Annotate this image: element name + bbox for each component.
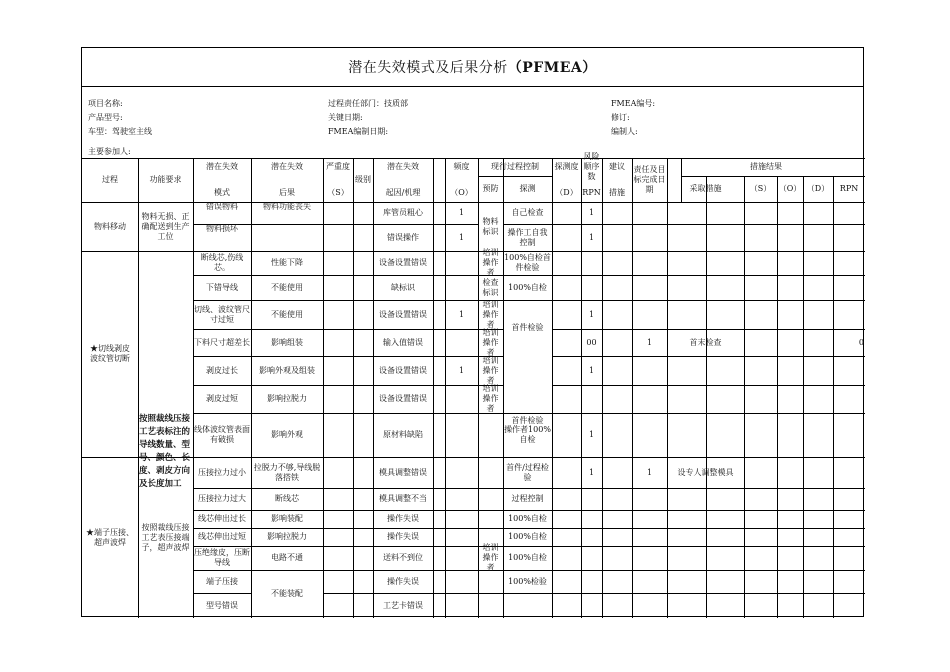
header-results: 措施结果: [750, 162, 782, 171]
prevent-control: [478, 510, 503, 528]
rpn-value: 1: [588, 232, 595, 242]
info-dept: 过程责任部门：技质部: [328, 99, 408, 108]
failure-effect: [251, 224, 323, 251]
action-taken: [667, 300, 744, 329]
responsibility: [632, 300, 667, 329]
header-cause: 潜在失效: [387, 162, 419, 171]
failure-cause: 设备设置错误: [379, 365, 427, 375]
failure-effect: 影响外观及组装: [259, 365, 315, 375]
action-taken: [667, 385, 744, 413]
title-text: 潜在失效模式及后果分析: [348, 60, 508, 76]
header-effect: 潜在失效: [271, 162, 303, 171]
detect-control: 自己检查: [511, 208, 544, 217]
action-taken: [667, 275, 744, 300]
process-cell: ★端子压接、超声波焊: [86, 527, 134, 547]
detect-control: [503, 593, 552, 618]
failure-cause: 工艺卡错误: [383, 600, 423, 610]
failure-effect: 不能使用: [271, 309, 303, 319]
grid-line: [552, 202, 553, 618]
page-title: [82, 48, 863, 87]
failure-cause: 操作失误: [387, 576, 419, 586]
grid-line: [803, 202, 804, 618]
rpn-value: [581, 488, 602, 510]
header-effect-sub: 后果: [279, 188, 295, 197]
header-detect: 探测: [519, 184, 536, 193]
header-action: 建议: [609, 162, 625, 171]
rpn-value: [581, 251, 602, 275]
action-taken: [667, 488, 744, 510]
info-key-date: 关键日期:: [328, 113, 363, 122]
result-rpn: 0: [858, 337, 864, 347]
failure-cause: 操作失误: [387, 532, 419, 541]
result-rpn: [833, 275, 865, 300]
failure-cause: 模具调整错误: [379, 467, 427, 477]
failure-mode: 下错导线: [206, 282, 238, 292]
occurrence: 1: [458, 309, 465, 319]
failure-mode: 断线芯,伤线芯。: [200, 253, 244, 272]
header-mode-sub: 模式: [214, 188, 230, 197]
failure-mode: 压绝缘皮，压断导线: [194, 548, 250, 567]
info-project: 项目名称:: [88, 99, 123, 108]
responsibility: [632, 570, 667, 593]
failure-effect: 拉脱力不够,导线脱落搭铁: [253, 462, 321, 482]
pfmea-sheet: [81, 47, 864, 617]
grid-line: [433, 202, 434, 618]
prevent-control: 培训操作者: [482, 355, 499, 385]
occurrence: 1: [458, 365, 465, 375]
grid-line: [353, 202, 354, 618]
action-taken: [667, 413, 744, 457]
responsibility: [632, 546, 667, 570]
rpn-value: [581, 570, 602, 593]
detect-control: 100%自检: [508, 553, 547, 562]
header-action-sub: 措施: [609, 188, 625, 197]
failure-cause: 错误操作: [387, 232, 419, 242]
title-code: （PFMEA）: [507, 60, 597, 76]
grid-line: [433, 158, 434, 202]
rpn-value: 1: [588, 365, 595, 375]
header-detection: 探测度: [554, 162, 579, 171]
grid-line: [744, 202, 745, 618]
occurrence: [445, 413, 478, 457]
header-cause-sub: 起因/机理: [385, 188, 421, 197]
function-cell: 按照裁线压接工艺表标注的导线数量、型号、颜色、长度、剥皮方向及长度加工: [139, 414, 191, 489]
header-resp: 责任及目标完成日期: [633, 165, 666, 194]
failure-effect: 断线芯: [275, 494, 299, 503]
prevent-control: 检查标识: [482, 277, 499, 297]
action-taken: [667, 356, 744, 385]
detect-control: 过程控制: [511, 494, 544, 503]
result-rpn: [833, 385, 865, 413]
rpn-value: [581, 546, 602, 570]
grid-line: [777, 202, 778, 618]
detect-control: 首件/过程检验: [506, 462, 549, 482]
failure-cause: 送料不到位: [383, 553, 423, 562]
prevent-control: 培训操作者: [482, 299, 499, 329]
rpn-value: 1: [588, 430, 595, 439]
result-rpn: [833, 300, 865, 329]
prevent-control: [478, 413, 503, 457]
prevent-control: 培训操作者: [482, 248, 499, 277]
failure-effect: 影响外观: [271, 430, 303, 439]
process-cell: ★切线剥皮 波纹管切断: [90, 344, 138, 363]
rpn-value: 00: [586, 337, 597, 347]
info-fmea-date: FMEA编制日期:: [328, 127, 389, 136]
header-process: 过程: [102, 175, 118, 184]
prevent-control: [478, 593, 503, 618]
header-severity-sub: （S）: [327, 188, 349, 197]
detect-control: 100%自检: [508, 282, 547, 292]
responsibility: 1: [646, 337, 653, 347]
detect-control: 100%检验: [508, 576, 547, 586]
function-cell: 按照裁线压接工艺表压接端子，超声波焊: [141, 522, 190, 552]
failure-mode: 剥皮过短: [206, 394, 238, 403]
info-fmea-no: FMEA编号:: [611, 99, 656, 108]
failure-effect: 不能装配: [271, 589, 303, 598]
prevent-cell: 物料标识: [482, 216, 499, 236]
failure-mode: 线芯伸出过短: [198, 532, 246, 541]
responsibility: [632, 385, 667, 413]
process-cell: 物料移动: [94, 221, 126, 231]
prevent-control: [478, 488, 503, 510]
detect-control: 首件检验: [511, 416, 544, 425]
failure-cause: 缺标识: [391, 282, 415, 292]
action-taken: [667, 510, 744, 528]
failure-effect: 不能使用: [271, 282, 303, 292]
action-taken: [667, 251, 744, 275]
failure-effect: 影响拉脱力: [267, 532, 307, 541]
rpn-value: [581, 275, 602, 300]
failure-cause: 设备设置错误: [379, 309, 427, 319]
info-vehicle: 车型：驾驶室主线: [88, 127, 152, 136]
occurrence: 1: [458, 232, 465, 242]
prevent-control: 培训操作者: [482, 543, 499, 572]
failure-mode: 错误物料: [206, 202, 238, 211]
failure-mode: 压接拉力过小: [198, 467, 246, 477]
prevent-control: 培训操作者: [482, 384, 499, 413]
failure-effect: 性能下降: [271, 258, 303, 267]
detect-control: 100%自检: [508, 514, 547, 523]
responsibility: [632, 488, 667, 510]
prevent-control: [478, 570, 503, 593]
failure-cause: 设备设置错误: [379, 258, 427, 267]
detect-control: 100%自检: [508, 532, 547, 541]
failure-effect: 电路不通: [271, 553, 303, 562]
responsibility: 1: [646, 467, 653, 477]
responsibility: [632, 510, 667, 528]
failure-effect: 影响拉脱力: [267, 394, 307, 403]
responsibility: [632, 251, 667, 275]
failure-mode: 线芯伸出过长: [198, 514, 246, 523]
header-rpn: 风险顺序数: [583, 152, 600, 181]
header-detection-sub: （D）: [555, 188, 578, 197]
failure-mode: 型号错误: [206, 600, 238, 610]
rpn-value: 1: [588, 309, 595, 319]
action-taken: [667, 528, 744, 546]
failure-mode: 切线、波纹管尺寸过短: [194, 304, 250, 324]
header-s: （S）: [749, 184, 772, 193]
failure-mode: 下料尺寸超差长: [194, 337, 250, 347]
info-product: 产品型号:: [88, 113, 123, 122]
failure-cause: 库管员粗心: [383, 208, 423, 217]
action-taken: [667, 570, 744, 593]
rpn-value: [581, 528, 602, 546]
failure-cause: 输入值错误: [383, 337, 423, 347]
header-o: （O）: [778, 184, 802, 193]
occurrence: [445, 329, 478, 356]
occurrence: [445, 251, 478, 275]
failure-effect: 影响组装: [271, 337, 303, 347]
header-controls: 现行过程控制: [491, 162, 539, 171]
info-revision: 修订:: [611, 113, 630, 122]
rpn-value: [581, 593, 602, 618]
failure-mode: 线体波纹管表面有破损: [194, 425, 250, 444]
failure-mode: 剥皮过长: [206, 365, 238, 375]
info-author: 编制人:: [611, 127, 638, 136]
rpn-value: [581, 385, 602, 413]
result-rpn: [833, 356, 865, 385]
failure-cause: 原材料缺陷: [383, 430, 423, 439]
header-prevent: 预防: [482, 184, 499, 193]
occurrence: [445, 275, 478, 300]
rpn-value: 1: [588, 208, 595, 217]
responsibility: [632, 528, 667, 546]
occurrence: [445, 385, 478, 413]
header-class: 级别: [355, 175, 371, 184]
function-cell: 物料无损、正确配送到生产工位: [141, 211, 190, 241]
detect-control: 100%自检首件检验: [504, 253, 551, 272]
detect-control: 操作者100%自检: [504, 425, 551, 444]
failure-cause: 设备设置错误: [379, 394, 427, 403]
result-rpn: [833, 413, 865, 457]
action-taken: 首末检查: [689, 337, 722, 347]
header-rpn-sub: RPN: [582, 188, 601, 197]
rpn-value: [581, 510, 602, 528]
header-d: （D）: [806, 184, 830, 193]
header-mode: 潜在失效: [206, 162, 238, 171]
header-rpn2: RPN: [839, 184, 859, 193]
prevent-control: [478, 457, 503, 488]
detect-control: 首件检验: [511, 323, 544, 332]
responsibility: [632, 593, 667, 618]
header-occurrence: 频度: [453, 162, 470, 171]
failure-effect: 物料功能丧失: [263, 202, 311, 211]
action-taken: 设专人调整模具: [677, 467, 734, 477]
failure-cause: 模具调整不当: [379, 494, 427, 503]
action-taken: [667, 593, 744, 618]
failure-effect: 影响装配: [271, 514, 303, 523]
grid-line: [323, 202, 324, 618]
occurrence: 1: [458, 208, 465, 217]
grid-line: [602, 202, 603, 618]
failure-mode: 物料损坏: [206, 224, 238, 233]
detect-control: 操作工自我控制: [507, 227, 548, 247]
header-severity: 严重度: [326, 162, 350, 171]
grid-line: [503, 224, 552, 225]
rpn-value: 1: [588, 467, 595, 477]
prevent-control: 培训操作者: [482, 327, 499, 357]
failure-mode: 端子压接: [206, 576, 238, 586]
responsibility: [632, 356, 667, 385]
result-rpn: [833, 251, 865, 275]
failure-mode: 压接拉力过大: [198, 494, 246, 503]
info-participants: 主要参加人:: [88, 147, 131, 156]
header-function: 功能要求: [149, 175, 182, 184]
header-occurrence-sub: （O）: [450, 188, 473, 197]
header-taken: 采取措施: [689, 184, 722, 193]
responsibility: [632, 275, 667, 300]
action-taken: [667, 546, 744, 570]
failure-cause: 操作失误: [387, 514, 419, 523]
responsibility: [632, 413, 667, 457]
